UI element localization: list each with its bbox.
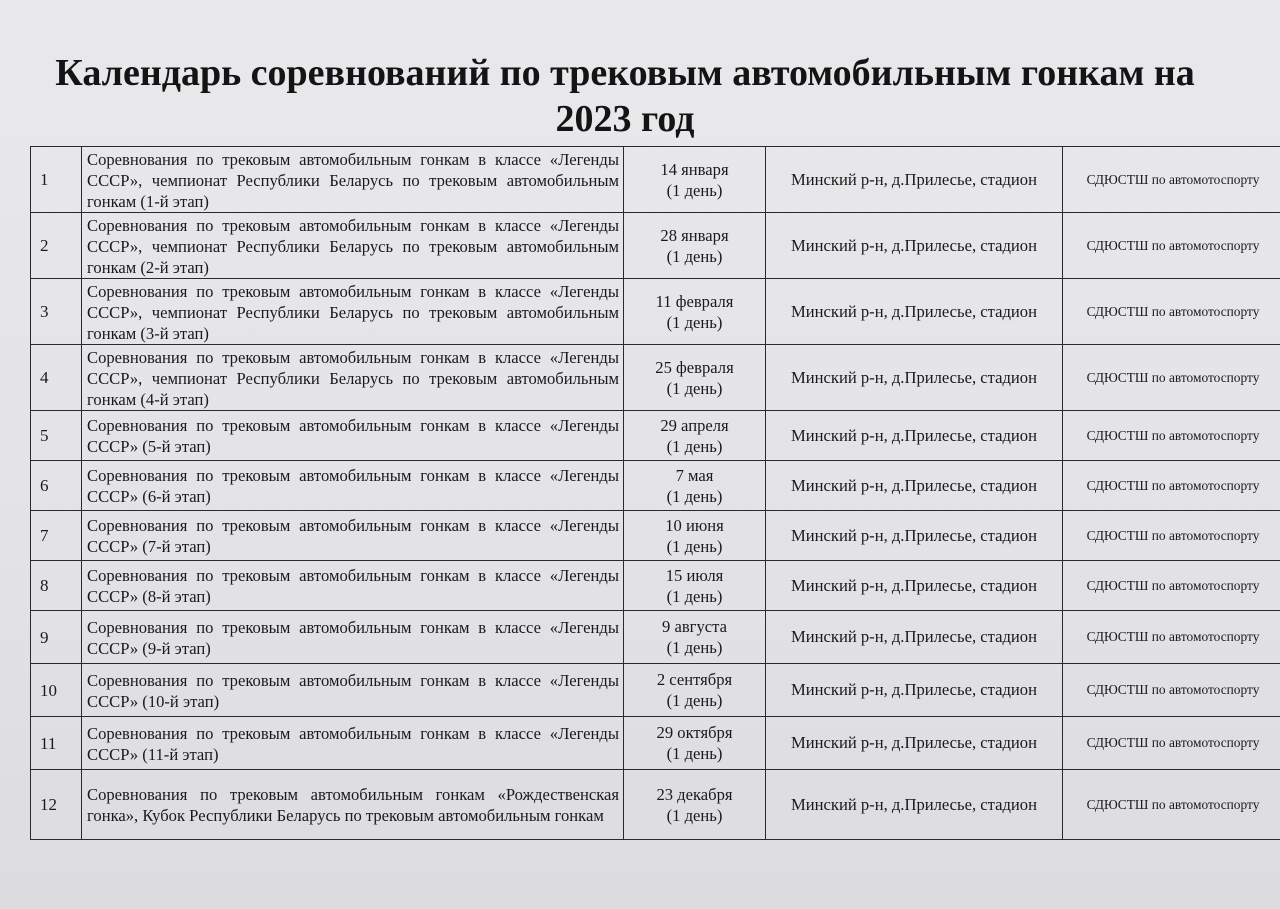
event-name: Соревнования по трековым автомобильным гонкам в классе «Легенды СССР», чемпионат Республики Беларусь по трековым автомобильным гонкам (2-й этап) [82, 213, 624, 279]
table-row [31, 345, 1280, 411]
event-name: Соревнования по трековым автомобильным гонкам в классе «Легенды СССР», чемпионат Республики Беларусь по трековым автомобильным гонкам (4-й этап) [82, 345, 624, 411]
event-date: 23 декабря [656, 784, 733, 804]
event-organizer: СДЮСТШ по автомотоспорту [1063, 411, 1280, 461]
event-place: Минский р-н, д.Прилесье, стадион [766, 461, 1063, 511]
event-duration: (1 день) [666, 180, 723, 200]
row-number: 8 [31, 561, 82, 611]
event-duration: (1 день) [666, 536, 723, 556]
event-name: Соревнования по трековым автомобильным гонкам в классе «Легенды СССР» (5-й этап) [82, 411, 624, 461]
event-place: Минский р-н, д.Прилесье, стадион [766, 345, 1063, 411]
event-organizer: СДЮСТШ по автомотоспорту [1063, 611, 1280, 664]
event-date-cell [624, 279, 766, 345]
table-row [31, 147, 1280, 213]
event-duration: (1 день) [666, 378, 723, 398]
event-date-cell [624, 213, 766, 279]
event-duration: (1 день) [666, 312, 723, 332]
event-duration: (1 день) [666, 436, 723, 456]
event-duration: (1 день) [666, 486, 723, 506]
event-place: Минский р-н, д.Прилесье, стадион [766, 411, 1063, 461]
row-number: 4 [31, 345, 82, 411]
event-date-cell [624, 461, 766, 511]
table-row [31, 511, 1280, 561]
row-number: 2 [31, 213, 82, 279]
event-date: 9 августа [662, 617, 727, 636]
event-organizer: СДЮСТШ по автомотоспорту [1063, 147, 1280, 213]
event-date-cell [624, 147, 766, 213]
row-number: 9 [31, 611, 82, 664]
row-number: 5 [31, 411, 82, 461]
event-date: 14 января [660, 159, 729, 179]
event-place: Минский р-н, д.Прилесье, стадион [766, 717, 1063, 770]
row-number: 7 [31, 511, 82, 561]
table-row [31, 411, 1280, 461]
event-name: Соревнования по трековым автомобильным гонкам в классе «Легенды СССР» (6-й этап) [82, 461, 624, 511]
event-name: Соревнования по трековым автомобильным гонкам в классе «Легенды СССР», чемпионат Республики Беларусь по трековым автомобильным гонкам (1-й этап) [82, 147, 624, 213]
event-name: Соревнования по трековым автомобильным гонкам в классе «Легенды СССР» (10-й этап) [82, 664, 624, 717]
event-organizer: СДЮСТШ по автомотоспорту [1063, 345, 1280, 411]
event-date: 2 сентября [656, 670, 733, 689]
event-organizer: СДЮСТШ по автомотоспорту [1063, 770, 1280, 840]
event-date: 7 мая [675, 465, 714, 485]
event-organizer: СДЮСТШ по автомотоспорту [1063, 213, 1280, 279]
table-row [31, 664, 1280, 717]
event-name: Соревнования по трековым автомобильным гонкам в классе «Легенды СССР» (8-й этап) [82, 561, 624, 611]
event-date: 28 января [660, 225, 729, 245]
event-date-cell [624, 345, 766, 411]
event-date-cell [624, 770, 766, 840]
event-duration: (1 день) [666, 586, 723, 606]
event-date-cell [624, 611, 766, 664]
competition-table [30, 146, 1280, 840]
table-row [31, 611, 1280, 664]
table-row [31, 770, 1280, 840]
event-duration: (1 день) [666, 691, 723, 710]
event-date: 25 февраля [655, 357, 734, 377]
event-place: Минский р-н, д.Прилесье, стадион [766, 561, 1063, 611]
event-place: Минский р-н, д.Прилесье, стадион [766, 147, 1063, 213]
event-organizer: СДЮСТШ по автомотоспорту [1063, 664, 1280, 717]
event-date: 10 июня [665, 515, 724, 535]
row-number: 1 [31, 147, 82, 213]
row-number: 3 [31, 279, 82, 345]
event-place: Минский р-н, д.Прилесье, стадион [766, 213, 1063, 279]
event-date: 29 апреля [660, 415, 729, 435]
event-date-cell [624, 664, 766, 717]
event-organizer: СДЮСТШ по автомотоспорту [1063, 279, 1280, 345]
event-date-cell [624, 717, 766, 770]
event-name: Соревнования по трековым автомобильным гонкам «Рождественская гонка», Кубок Республики Беларусь по трековым автомобильным гонкам [82, 770, 624, 840]
event-date-cell [624, 511, 766, 561]
page-title: Календарь соревнований по трековым автомобильным гонкам на 2023 год [55, 52, 1195, 140]
table-row [31, 213, 1280, 279]
table-row [31, 561, 1280, 611]
event-name: Соревнования по трековым автомобильным гонкам в классе «Легенды СССР», чемпионат Республики Беларусь по трековым автомобильным гонкам (3-й этап) [82, 279, 624, 345]
row-number: 11 [31, 717, 82, 770]
event-place: Минский р-н, д.Прилесье, стадион [766, 664, 1063, 717]
event-duration: (1 день) [666, 805, 723, 825]
event-duration: (1 день) [666, 638, 723, 657]
event-name: Соревнования по трековым автомобильным гонкам в классе «Легенды СССР» (11-й этап) [82, 717, 624, 770]
event-date-cell [624, 411, 766, 461]
event-place: Минский р-н, д.Прилесье, стадион [766, 279, 1063, 345]
event-place: Минский р-н, д.Прилесье, стадион [766, 511, 1063, 561]
event-place: Минский р-н, д.Прилесье, стадион [766, 770, 1063, 840]
event-date: 15 июля [665, 565, 724, 585]
event-duration: (1 день) [666, 246, 723, 266]
event-name: Соревнования по трековым автомобильным гонкам в классе «Легенды СССР» (9-й этап) [82, 611, 624, 664]
table-row [31, 461, 1280, 511]
event-duration: (1 день) [666, 744, 723, 763]
event-organizer: СДЮСТШ по автомотоспорту [1063, 461, 1280, 511]
row-number: 6 [31, 461, 82, 511]
event-name: Соревнования по трековым автомобильным гонкам в классе «Легенды СССР» (7-й этап) [82, 511, 624, 561]
event-organizer: СДЮСТШ по автомотоспорту [1063, 717, 1280, 770]
event-organizer: СДЮСТШ по автомотоспорту [1063, 511, 1280, 561]
event-date-cell [624, 561, 766, 611]
event-organizer: СДЮСТШ по автомотоспорту [1063, 561, 1280, 611]
table-row [31, 717, 1280, 770]
table-row [31, 279, 1280, 345]
row-number: 10 [31, 664, 82, 717]
event-place: Минский р-н, д.Прилесье, стадион [766, 611, 1063, 664]
row-number: 12 [31, 770, 82, 840]
event-date: 29 октября [656, 723, 733, 742]
event-date: 11 февраля [655, 291, 734, 311]
